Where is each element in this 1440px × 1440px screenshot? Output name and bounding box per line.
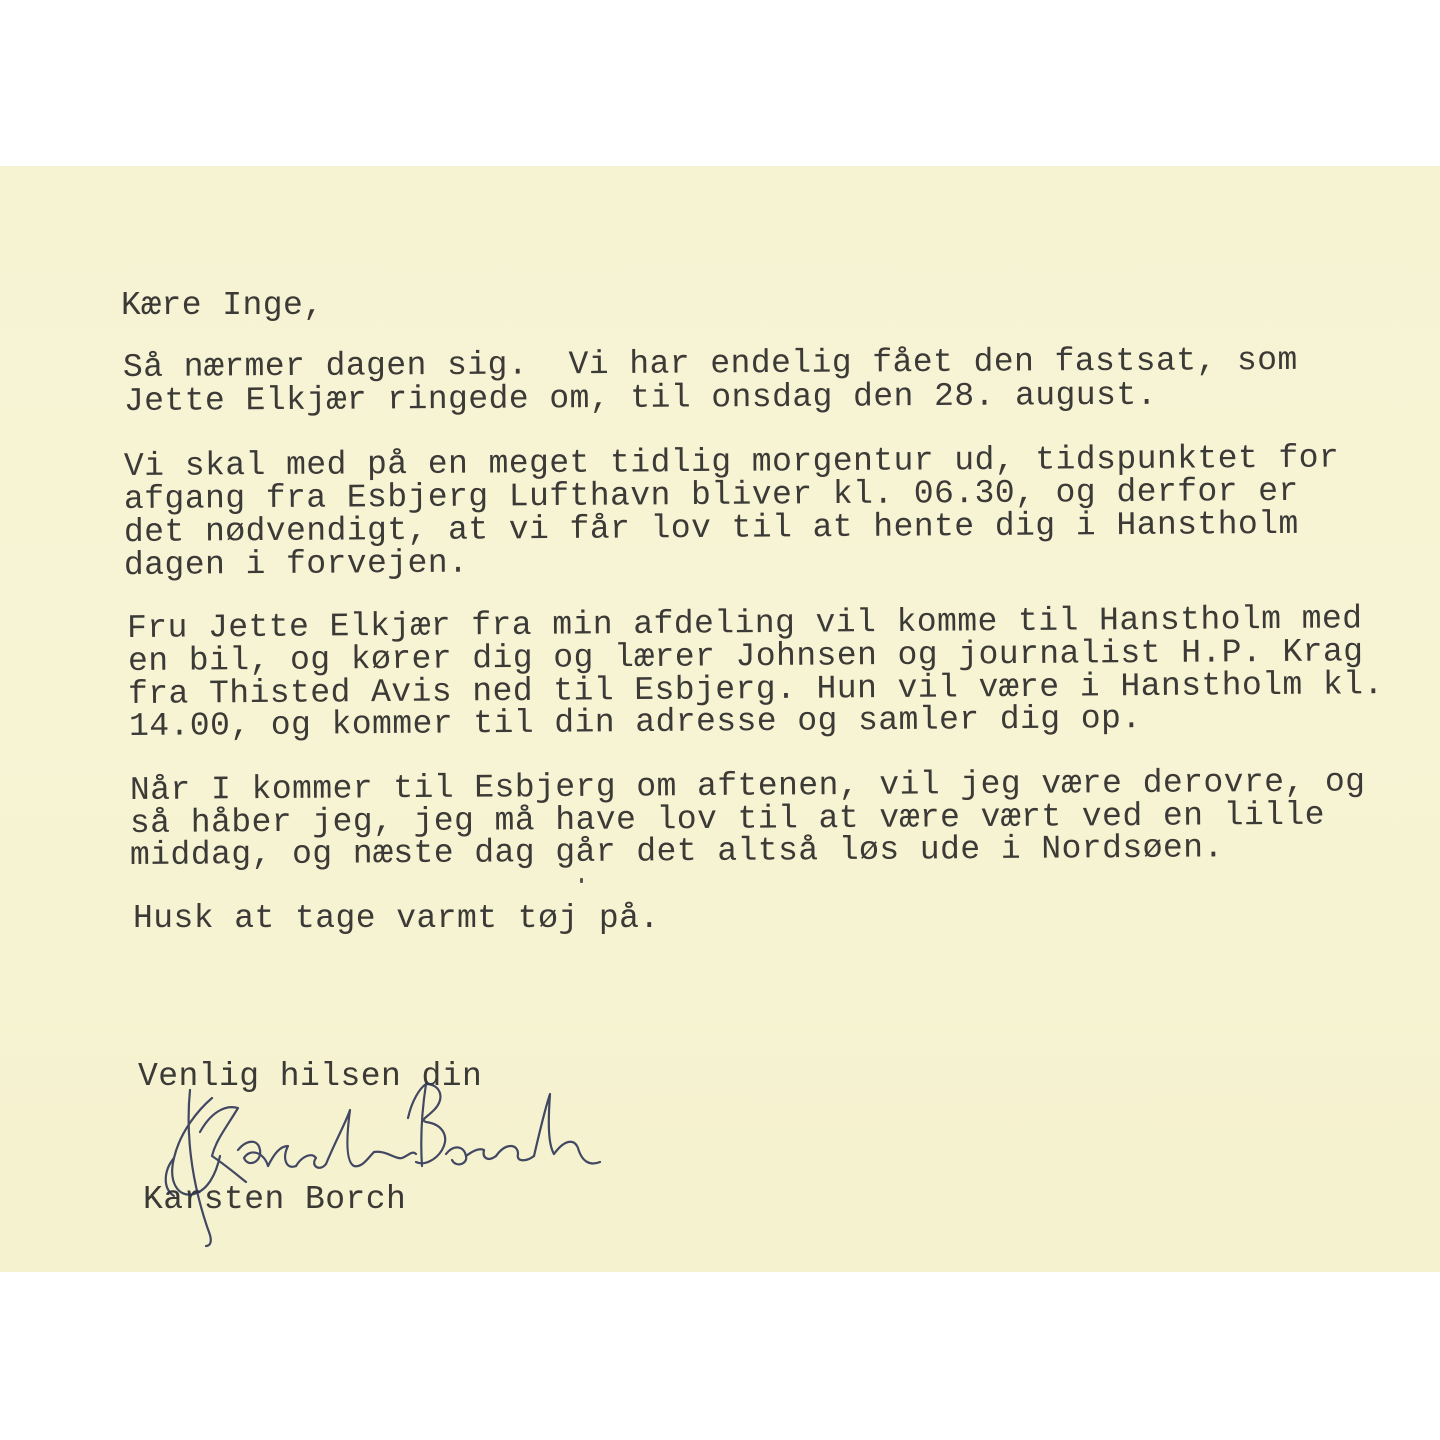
handwritten-signature bbox=[150, 1070, 620, 1250]
signature-name: Karsten Borch bbox=[143, 1181, 407, 1218]
closing: Venlig hilsen din bbox=[138, 1058, 483, 1095]
paragraph-line: Jette Elkjær ringede om, til onsdag den 28. august. bbox=[123, 376, 1158, 420]
paragraph-line: Når I kommer til Esbjerg om aftenen, vil jeg være derovre, og bbox=[129, 763, 1366, 809]
paragraph-line: Husk at tage varmt tøj på. bbox=[133, 900, 660, 937]
paragraph-line: middag, og næste dag går det altså løs ude i Nordsøen. bbox=[129, 829, 1224, 874]
paragraph-line: det nødvendigt, at vi får lov til at hente dig i Hanstholm bbox=[123, 505, 1299, 551]
paragraph-line: så håber jeg, jeg må have lov til at være vært ved en lille bbox=[129, 796, 1326, 842]
paragraph-line: afgang fra Esbjerg Lufthavn bliver kl. 06.30, og derfor er bbox=[123, 472, 1299, 518]
ink-speck bbox=[580, 878, 583, 883]
paragraph-line: Så nærmer dagen sig. Vi har endelig fået den fastsat, som bbox=[122, 341, 1298, 386]
paragraph-line: fra Thisted Avis ned til Esbjerg. Hun vil være i Hanstholm kl. bbox=[127, 666, 1384, 713]
paragraph-line: dagen i forvejen. bbox=[123, 544, 469, 584]
paragraph-line: en bil, og kører dig og lærer Johnsen og journalist H.P. Krag bbox=[127, 633, 1364, 680]
paragraph-line: Fru Jette Elkjær fra min afdeling vil komme til Hanstholm med bbox=[126, 600, 1363, 647]
paragraph-line: Vi skal med på en meget tidlig morgentur ud, tidspunktet for bbox=[123, 439, 1340, 485]
paragraph-line: 14.00, og kommer til din adresse og samler dig op. bbox=[128, 700, 1142, 745]
greeting: Kære Inge, bbox=[121, 287, 324, 324]
